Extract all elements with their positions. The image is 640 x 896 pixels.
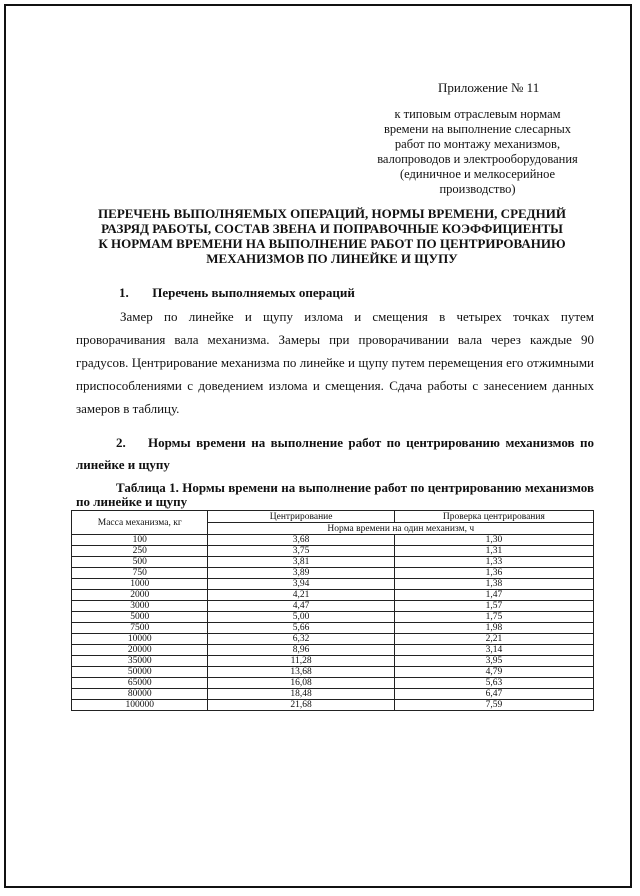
table-row [72,557,594,568]
title-line: ПЕРЕЧЕНЬ ВЫПОЛНЯЕМЫХ ОПЕРАЦИЙ, НОРМЫ ВРЕМЕНИ, СРЕДНИЙ [98,206,566,221]
table-row [72,568,594,579]
cell-check: 6,47 [394,689,593,700]
cell-mass: 5000 [72,612,208,623]
cell-check: 1,98 [394,623,593,634]
section1-number: 1. [119,285,129,300]
table-row [72,623,594,634]
cell-check: 1,47 [394,590,593,601]
cell-centering: 16,08 [208,678,394,689]
cell-check: 1,30 [394,535,593,546]
cell-centering: 21,68 [208,700,394,711]
table-row [72,601,594,612]
cell-centering: 18,48 [208,689,394,700]
cell-mass: 35000 [72,656,208,667]
appendix-description-line: времени на выполнение слесарных [383,122,572,136]
cell-check: 1,31 [394,546,593,557]
cell-mass: 50000 [72,667,208,678]
appendix-description-line: валопроводов и электрооборудования [377,152,578,166]
section2-heading-text: Нормы времени на выполнение работ по центрированию механизмов по линейке и щупу [76,435,594,472]
cell-centering: 6,32 [208,634,394,645]
cell-mass: 1000 [72,579,208,590]
page-title [62,206,602,266]
cell-centering: 3,81 [208,557,394,568]
section2-number: 2. [116,435,126,450]
appendix-description [350,107,605,197]
table-row [72,667,594,678]
section1-text: Замер по линейке и щупу излома и смещения в четырех точках путем проворачивания вала механизма. Замеры при проворачивании вала через каждые 90 градусов. Центрирование механизма по линейке и щупу путем перемещения его отжимными приспособлениями с доведением излома и смещения. Сдача работы с занесением данных замеров в таблицу. [76,309,594,416]
cell-centering: 3,89 [208,568,394,579]
cell-centering: 5,00 [208,612,394,623]
cell-mass: 3000 [72,601,208,612]
table-row [72,689,594,700]
cell-check: 5,63 [394,678,593,689]
cell-centering: 8,96 [208,645,394,656]
cell-centering: 4,21 [208,590,394,601]
table-row [72,579,594,590]
cell-centering: 5,66 [208,623,394,634]
cell-check: 3,14 [394,645,593,656]
header-check: Проверка центрирования [394,511,593,523]
table-row [72,700,594,711]
cell-centering: 4,47 [208,601,394,612]
section1-heading-text: Перечень выполняемых операций [152,285,355,300]
appendix-number: Приложение № 11 [438,80,540,95]
table-body [72,535,594,711]
cell-mass: 65000 [72,678,208,689]
cell-check: 1,38 [394,579,593,590]
cell-centering: 11,28 [208,656,394,667]
cell-mass: 500 [72,557,208,568]
cell-centering: 13,68 [208,667,394,678]
table-row [72,645,594,656]
section1-paragraph [76,305,594,420]
cell-centering: 3,68 [208,535,394,546]
table-row [72,590,594,601]
norms-table [71,510,594,711]
cell-mass: 20000 [72,645,208,656]
cell-mass: 80000 [72,689,208,700]
cell-centering: 3,94 [208,579,394,590]
appendix-description-line: к типовым отраслевым нормам [394,107,561,121]
appendix-description-line: производство) [439,182,516,196]
cell-mass: 250 [72,546,208,557]
cell-mass: 10000 [72,634,208,645]
cell-mass: 100000 [72,700,208,711]
cell-mass: 7500 [72,623,208,634]
cell-check: 1,75 [394,612,593,623]
table-caption [76,481,594,509]
cell-check: 1,57 [394,601,593,612]
cell-mass: 2000 [72,590,208,601]
cell-centering: 3,75 [208,546,394,557]
table-row [72,634,594,645]
section1-heading [119,285,355,301]
table-row [72,546,594,557]
cell-check: 1,33 [394,557,593,568]
title-line: К НОРМАМ ВРЕМЕНИ НА ВЫПОЛНЕНИЕ РАБОТ ПО ЦЕНТРИРОВАНИЮ [98,236,566,251]
cell-mass: 100 [72,535,208,546]
header-centering: Центрирование [208,511,394,523]
cell-check: 3,95 [394,656,593,667]
appendix-description-line: (единичное и мелкосерийное [399,167,556,181]
cell-check: 2,21 [394,634,593,645]
table-row [72,678,594,689]
appendix-description-line: работ по монтажу механизмов, [394,137,561,151]
table-row [72,612,594,623]
table-row [72,535,594,546]
table-caption-text: Таблица 1. Нормы времени на выполнение работ по центрированию механизмов по линейке и щупу [76,480,594,509]
title-line: РАЗРЯД РАБОТЫ, СОСТАВ ЗВЕНА И ПОПРАВОЧНЫЕ КОЭФФИЦИЕНТЫ [101,221,563,236]
table-row [72,656,594,667]
cell-check: 1,36 [394,568,593,579]
section2-heading [76,432,594,476]
cell-mass: 750 [72,568,208,579]
cell-check: 4,79 [394,667,593,678]
header-unit: Норма времени на один механизм, ч [208,523,594,535]
title-line: МЕХАНИЗМОВ ПО ЛИНЕЙКЕ И ЩУПУ [206,251,458,266]
cell-check: 7,59 [394,700,593,711]
header-mass: Масса механизма, кг [72,511,208,535]
